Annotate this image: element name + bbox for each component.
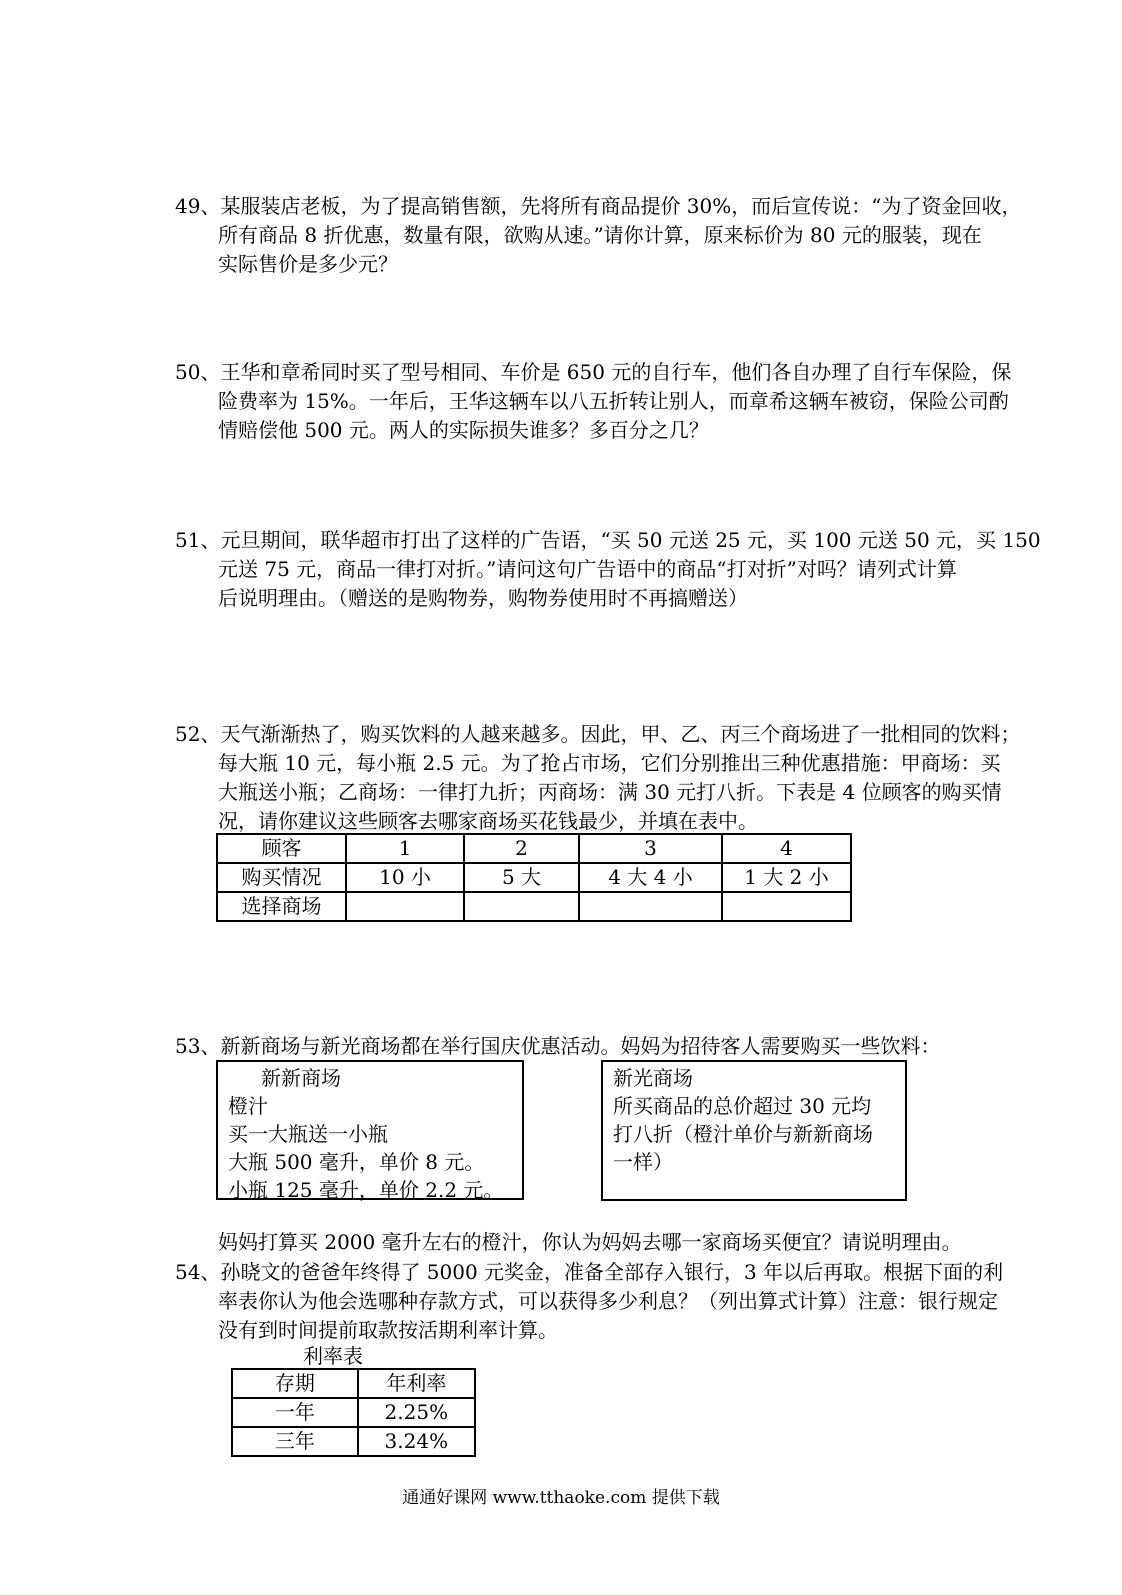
store-box-line: 打八折（橙汁单价与新新商场 [613, 1122, 873, 1146]
question-49 [175, 192, 1050, 279]
question-54-line-3: 没有到时间提前取款按活期利率计算。 [218, 1318, 558, 1342]
question-49-line-1: 49、某服装店老板，为了提高销售额，先将所有商品提价 30%，而后宣传说：“为了资金回收， [175, 194, 1022, 218]
table-cell: 5 大 [464, 863, 579, 892]
store-box-line: 小瓶 125 毫升，单价 2.2 元。 [228, 1178, 504, 1202]
table-row [217, 892, 851, 921]
answer-cell[interactable] [346, 892, 464, 921]
question-52-line-1: 52、天气渐渐热了，购买饮料的人越来越多。因此，甲、乙、丙三个商场进了一批相同的饮料； [175, 722, 1021, 746]
table-cell: 一年 [232, 1398, 358, 1427]
question-51-line-1: 51、元旦期间，联华超市打出了这样的广告语，“买 50 元送 25 元，买 100 元送 50 元，买 150 [175, 528, 1041, 552]
question-50-line-2: 险费率为 15%。一年后，王华这辆车以八五折转让别人，而章希这辆车被窃，保险公司酌 [218, 389, 1009, 413]
table-cell: 1 大 2 小 [722, 863, 851, 892]
rate-table-title: 利率表 [303, 1344, 363, 1368]
answer-cell[interactable] [722, 892, 851, 921]
question-52-line-4: 况，请你建议这些顾客去哪家商场买花钱最少，并填在表中。 [218, 809, 758, 833]
table-header: 年利率 [358, 1369, 475, 1398]
table-row-header: 选择商场 [217, 892, 346, 921]
answer-cell[interactable] [579, 892, 722, 921]
question-54-line-1: 54、孙晓文的爸爸年终得了 5000 元奖金，准备全部存入银行，3 年以后再取。根据下面的利 [175, 1260, 1004, 1284]
table-cell: 4 [722, 834, 851, 863]
store-box-xinguang [601, 1060, 907, 1201]
question-49-line-2: 所有商品 8 折优惠，数量有限，欲购从速。”请你计算，原来标价为 80 元的服装，现在 [218, 223, 982, 247]
store-box-line: 买一大瓶送一小瓶 [228, 1122, 388, 1146]
table-cell: 2.25% [358, 1398, 475, 1427]
table-cell: 三年 [232, 1427, 358, 1456]
page-footer: 通通好课网 www.tthaoke.com 提供下载 [402, 1488, 720, 1508]
store-box-line: 所买商品的总价超过 30 元均 [613, 1094, 872, 1118]
table-cell: 4 大 4 小 [579, 863, 722, 892]
question-52-line-3: 大瓶送小瓶；乙商场：一律打九折；丙商场：满 30 元打八折。下表是 4 位顾客的购买情 [218, 780, 1002, 804]
question-49-line-3: 实际售价是多少元？ [218, 252, 398, 276]
question-51 [175, 526, 1050, 613]
table-header: 存期 [232, 1369, 358, 1398]
table-row [217, 834, 851, 863]
store-box-line: 橙汁 [228, 1094, 268, 1118]
store-box-line: 一样） [613, 1150, 673, 1174]
question-52 [175, 720, 1050, 836]
table-cell: 3 [579, 834, 722, 863]
question-50-line-3: 情赔偿他 500 元。两人的实际损失谁多？多百分之几？ [218, 418, 709, 442]
table-cell: 2 [464, 834, 579, 863]
table-row-header: 顾客 [217, 834, 346, 863]
question-53-ask: 妈妈打算买 2000 毫升左右的橙汁，你认为妈妈去哪一家商场买便宜？请说明理由。 [218, 1230, 962, 1254]
question-52-line-2: 每大瓶 10 元，每小瓶 2.5 元。为了抢占市场，它们分别推出三种优惠措施：甲商场：买 [218, 751, 1001, 775]
question-50 [175, 358, 1050, 445]
table-row-header: 购买情况 [217, 863, 346, 892]
store-box-xinxin [216, 1060, 524, 1200]
purchase-table [216, 833, 852, 922]
question-50-line-1: 50、王华和章希同时买了型号相同、车价是 650 元的自行车，他们各自办理了自行车保险，保 [175, 360, 1012, 384]
table-cell: 10 小 [346, 863, 464, 892]
rate-table [231, 1368, 476, 1457]
store-box-title: 新光商场 [613, 1066, 693, 1090]
question-53-intro: 53、新新商场与新光商场都在举行国庆优惠活动。妈妈为招待客人需要购买一些饮料： [175, 1034, 941, 1058]
table-row [232, 1369, 475, 1398]
table-cell: 1 [346, 834, 464, 863]
question-51-line-3: 后说明理由。（赠送的是购物券，购物券使用时不再搞赠送） [218, 586, 748, 610]
table-row [232, 1398, 475, 1427]
store-box-line: 大瓶 500 毫升，单价 8 元。 [228, 1150, 485, 1174]
store-box-title: 新新商场 [261, 1066, 341, 1090]
question-51-line-2: 元送 75 元，商品一律打对折。”请问这句广告语中的商品“打对折”对吗？请列式计算 [218, 557, 957, 581]
table-row [217, 863, 851, 892]
table-row [232, 1427, 475, 1456]
answer-cell[interactable] [464, 892, 579, 921]
table-cell: 3.24% [358, 1427, 475, 1456]
question-54-line-2: 率表你认为他会选哪种存款方式，可以获得多少利息？（列出算式计算）注意：银行规定 [218, 1289, 998, 1313]
question-54 [175, 1258, 1050, 1345]
